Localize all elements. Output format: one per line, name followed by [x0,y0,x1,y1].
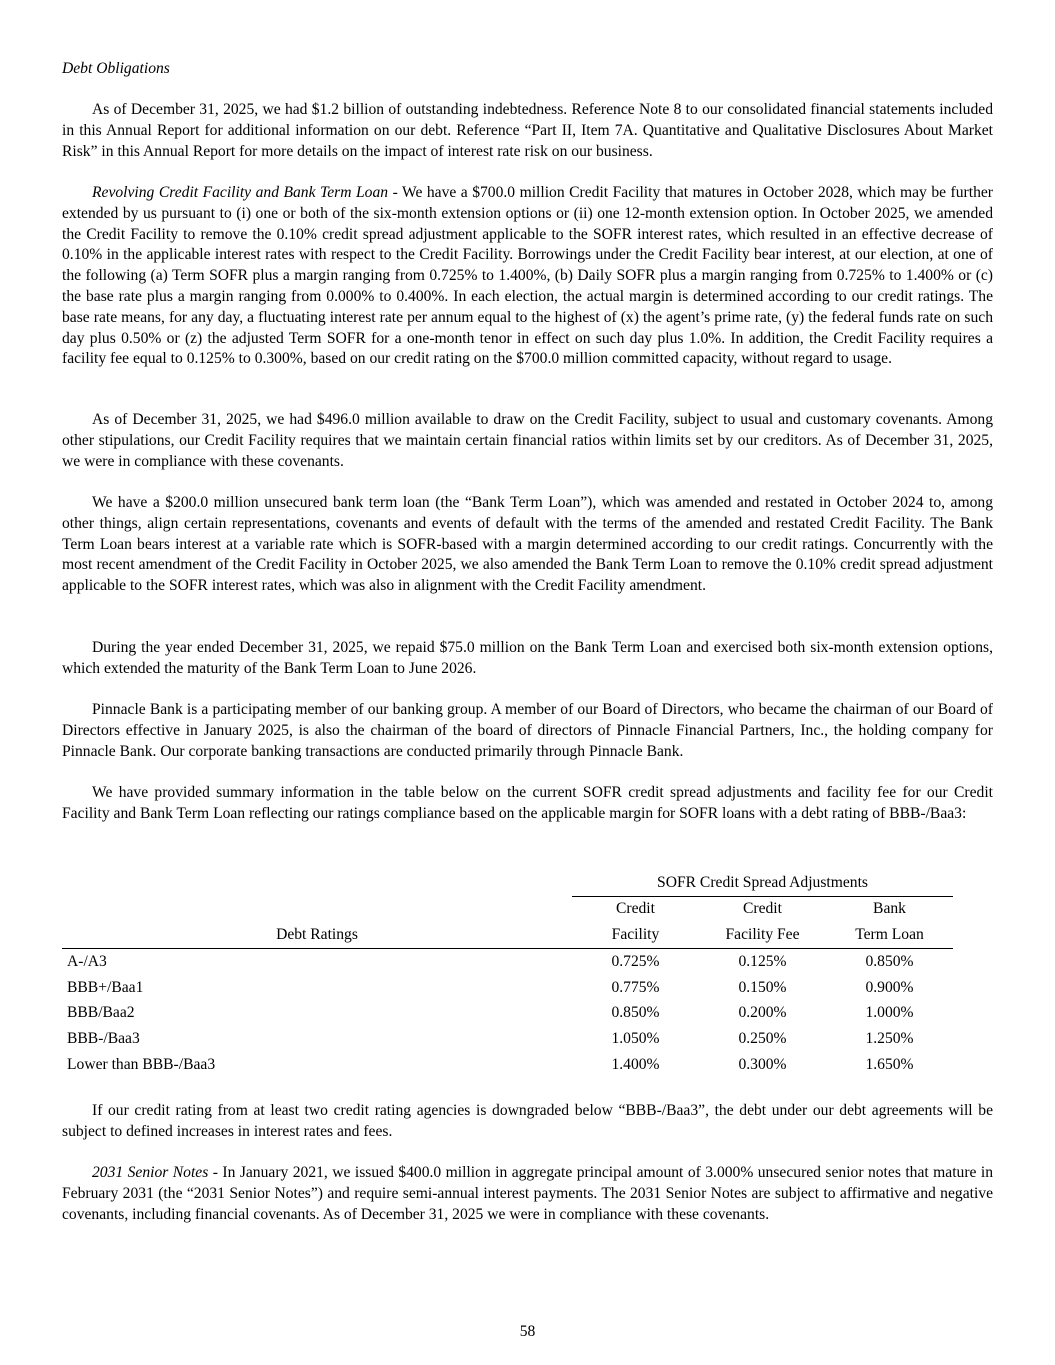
rating-cell: BBB-/Baa3 [67,1030,140,1048]
group-header: SOFR Credit Spread Adjustments [572,870,953,897]
rating-cell: Lower than BBB-/Baa3 [67,1056,216,1074]
term-loan-cell: 0.900% [865,978,914,996]
col-header-facility-fee-top: Credit [743,900,782,918]
credit-facility-cell: 0.725% [611,952,660,970]
paragraph-credit-facility [62,183,993,370]
paragraph-senior-notes-body: - In January 2021, we issued $400.0 million in aggregate principal amount of 3.000% unsecured senior notes that mature in February 2031 (the “2031 Senior Notes”) and require semi-annual interest payments. The 2031 Senior Notes are subject to affirmative and negative covenants, including financial covenants. As of December 31, 2025 we were in compliance with these covenants. [62,1164,994,1223]
page-number: 58 [519,1323,536,1340]
col-header-credit-facility-top: Credit [616,900,655,918]
credit-facility-cell: 0.850% [611,1004,660,1022]
col-header-credit-facility: Facility [572,923,699,950]
term-loan-cell: 0.850% [865,952,914,970]
term-loan-cell: 1.250% [865,1030,914,1048]
facility-fee-cell: 0.250% [738,1030,787,1048]
facility-fee-cell: 0.150% [738,978,787,996]
table-header-row-bottom [62,923,953,950]
facility-fee-cell: 0.200% [738,1004,787,1022]
rating-cell: A-/A3 [67,952,107,970]
term-loan-cell: 1.000% [865,1004,914,1022]
paragraph-repayment: During the year ended December 31, 2025, we repaid $75.0 million on the Bank Term Loan and exercised both six-month extension options, which extended the maturity of the Bank Term Loan to June 2026. [62,639,993,677]
table-row [62,1053,953,1079]
table-group-header-row [62,870,953,897]
table-row [62,975,953,1001]
paragraph-availability: As of December 31, 2025, we had $496.0 million available to draw on the Credit Facility, subject to usual and customary covenants. Among other stipulations, our Credit Facility requires that we maintain certain financial ratios within limits set by our creditors. As of December 31, 2025, we were in compliance with these covenants. [62,411,993,470]
paragraph-downgrade: If our credit rating from at least two credit rating agencies is downgraded below “BBB-/Baa3”, the debt under our debt agreements will be subject to defined increases in interest rates and fees. [62,1102,993,1140]
credit-facility-cell: 0.775% [611,978,660,996]
paragraph-bank-term-loan: We have a $200.0 million unsecured bank term loan (the “Bank Term Loan”), which was amended and restated in October 2024 to, among other things, align certain representations, covenants and events of default with the terms of the amended and restated Credit Facility. The Bank Term Loan bears interest at a variable rate which is SOFR-based with a margin determined according to our credit ratings. Concurrently with the most recent amendment of the Credit Facility in October 2025, we also amended the Bank Term Loan to remove the 0.10% credit spread adjustment applicable to the SOFR interest rates, which was also in alignment with the Credit Facility amendment. [62,494,993,595]
facility-fee-cell: 0.125% [738,952,787,970]
paragraph-credit-facility-title: Revolving Credit Facility and Bank Term Loan [92,184,389,201]
section-heading: Debt Obligations [62,60,170,77]
paragraph-indebtedness: As of December 31, 2025, we had $1.2 billion of outstanding indebtedness. Reference Note 8 to our consolidated financial statements included in this Annual Report for additional information on our debt. Reference “Part II, Item 7A. Quantitative and Qualitative Disclosures About Market Risk” in this Annual Report for more details on the impact of interest rate risk on our business. [62,101,993,160]
table-row [62,949,953,975]
sofr-credit-spread-table [62,870,953,1078]
paragraph-table-intro: We have provided summary information in the table below on the current SOFR credit spread adjustments and facility fee for our Credit Facility and Bank Term Loan reflecting our ratings compliance based on the applicable margin for SOFR loans with a debt rating of BBB-/Baa3: [62,784,993,822]
credit-facility-cell: 1.400% [611,1056,660,1074]
rating-cell: BBB/Baa2 [67,1004,135,1022]
sofr-table-container [62,870,993,1078]
col-header-facility-fee: Facility Fee [699,923,826,950]
paragraph-pinnacle-bank: Pinnacle Bank is a participating member of our banking group. A member of our Board of Directors, who became the chairman of our Board of Directors effective in January 2025, is also the chairman of the board of directors of Pinnacle Financial Partners, Inc., the holding company for Pinnacle Bank. Our corporate banking transactions are conducted primarily through Pinnacle Bank. [62,701,993,760]
table-header-row-top [62,897,953,923]
table-row [62,1001,953,1027]
col-header-term-loan-top: Bank [873,900,906,918]
term-loan-cell: 1.650% [865,1056,914,1074]
paragraph-credit-facility-body: - We have a $700.0 million Credit Facility that matures in October 2028, which may be further extended by us pursuant to (i) one or both of the six-month extension options or (ii) one 12-month extension option. In October 2025, we amended the Credit Facility to remove the 0.10% credit spread adjustment applicable to the SOFR interest rates, which resulted in an effective decrease of 0.10% in the applicable interest rates with respect to the Credit Facility. Borrowings under the Credit Facility bear interest, at our election, at one of the following (a) Term SOFR plus a margin ranging from 0.725% to 1.400%, (b) Daily SOFR plus a margin ranging from 0.725% to 1.400% or (c) the base rate plus a margin ranging from 0.000% to 0.400%. In each election, the actual margin is determined according to our credit ratings. The base rate means, for any day, a fluctuating interest rate per annum equal to the highest of (x) the agent’s prime rate, (y) the federal funds rate on such day plus 0.50% or (z) the adjusted Term SOFR for a one-month tenor in effect on such day plus 1.0%. In addition, the Credit Facility requires a facility fee equal to 0.125% to 0.300%, based on our credit rating on the $700.0 million committed capacity, without regard to usage. [62,184,993,368]
facility-fee-cell: 0.300% [738,1056,787,1074]
credit-facility-cell: 1.050% [611,1030,660,1048]
paragraph-senior-notes [62,1163,993,1225]
paragraph-senior-notes-title: 2031 Senior Notes [92,1164,209,1181]
rating-cell: BBB+/Baa1 [67,978,144,996]
col-header-debt-ratings: Debt Ratings [62,923,572,950]
col-header-term-loan: Term Loan [826,923,953,950]
table-row [62,1027,953,1053]
